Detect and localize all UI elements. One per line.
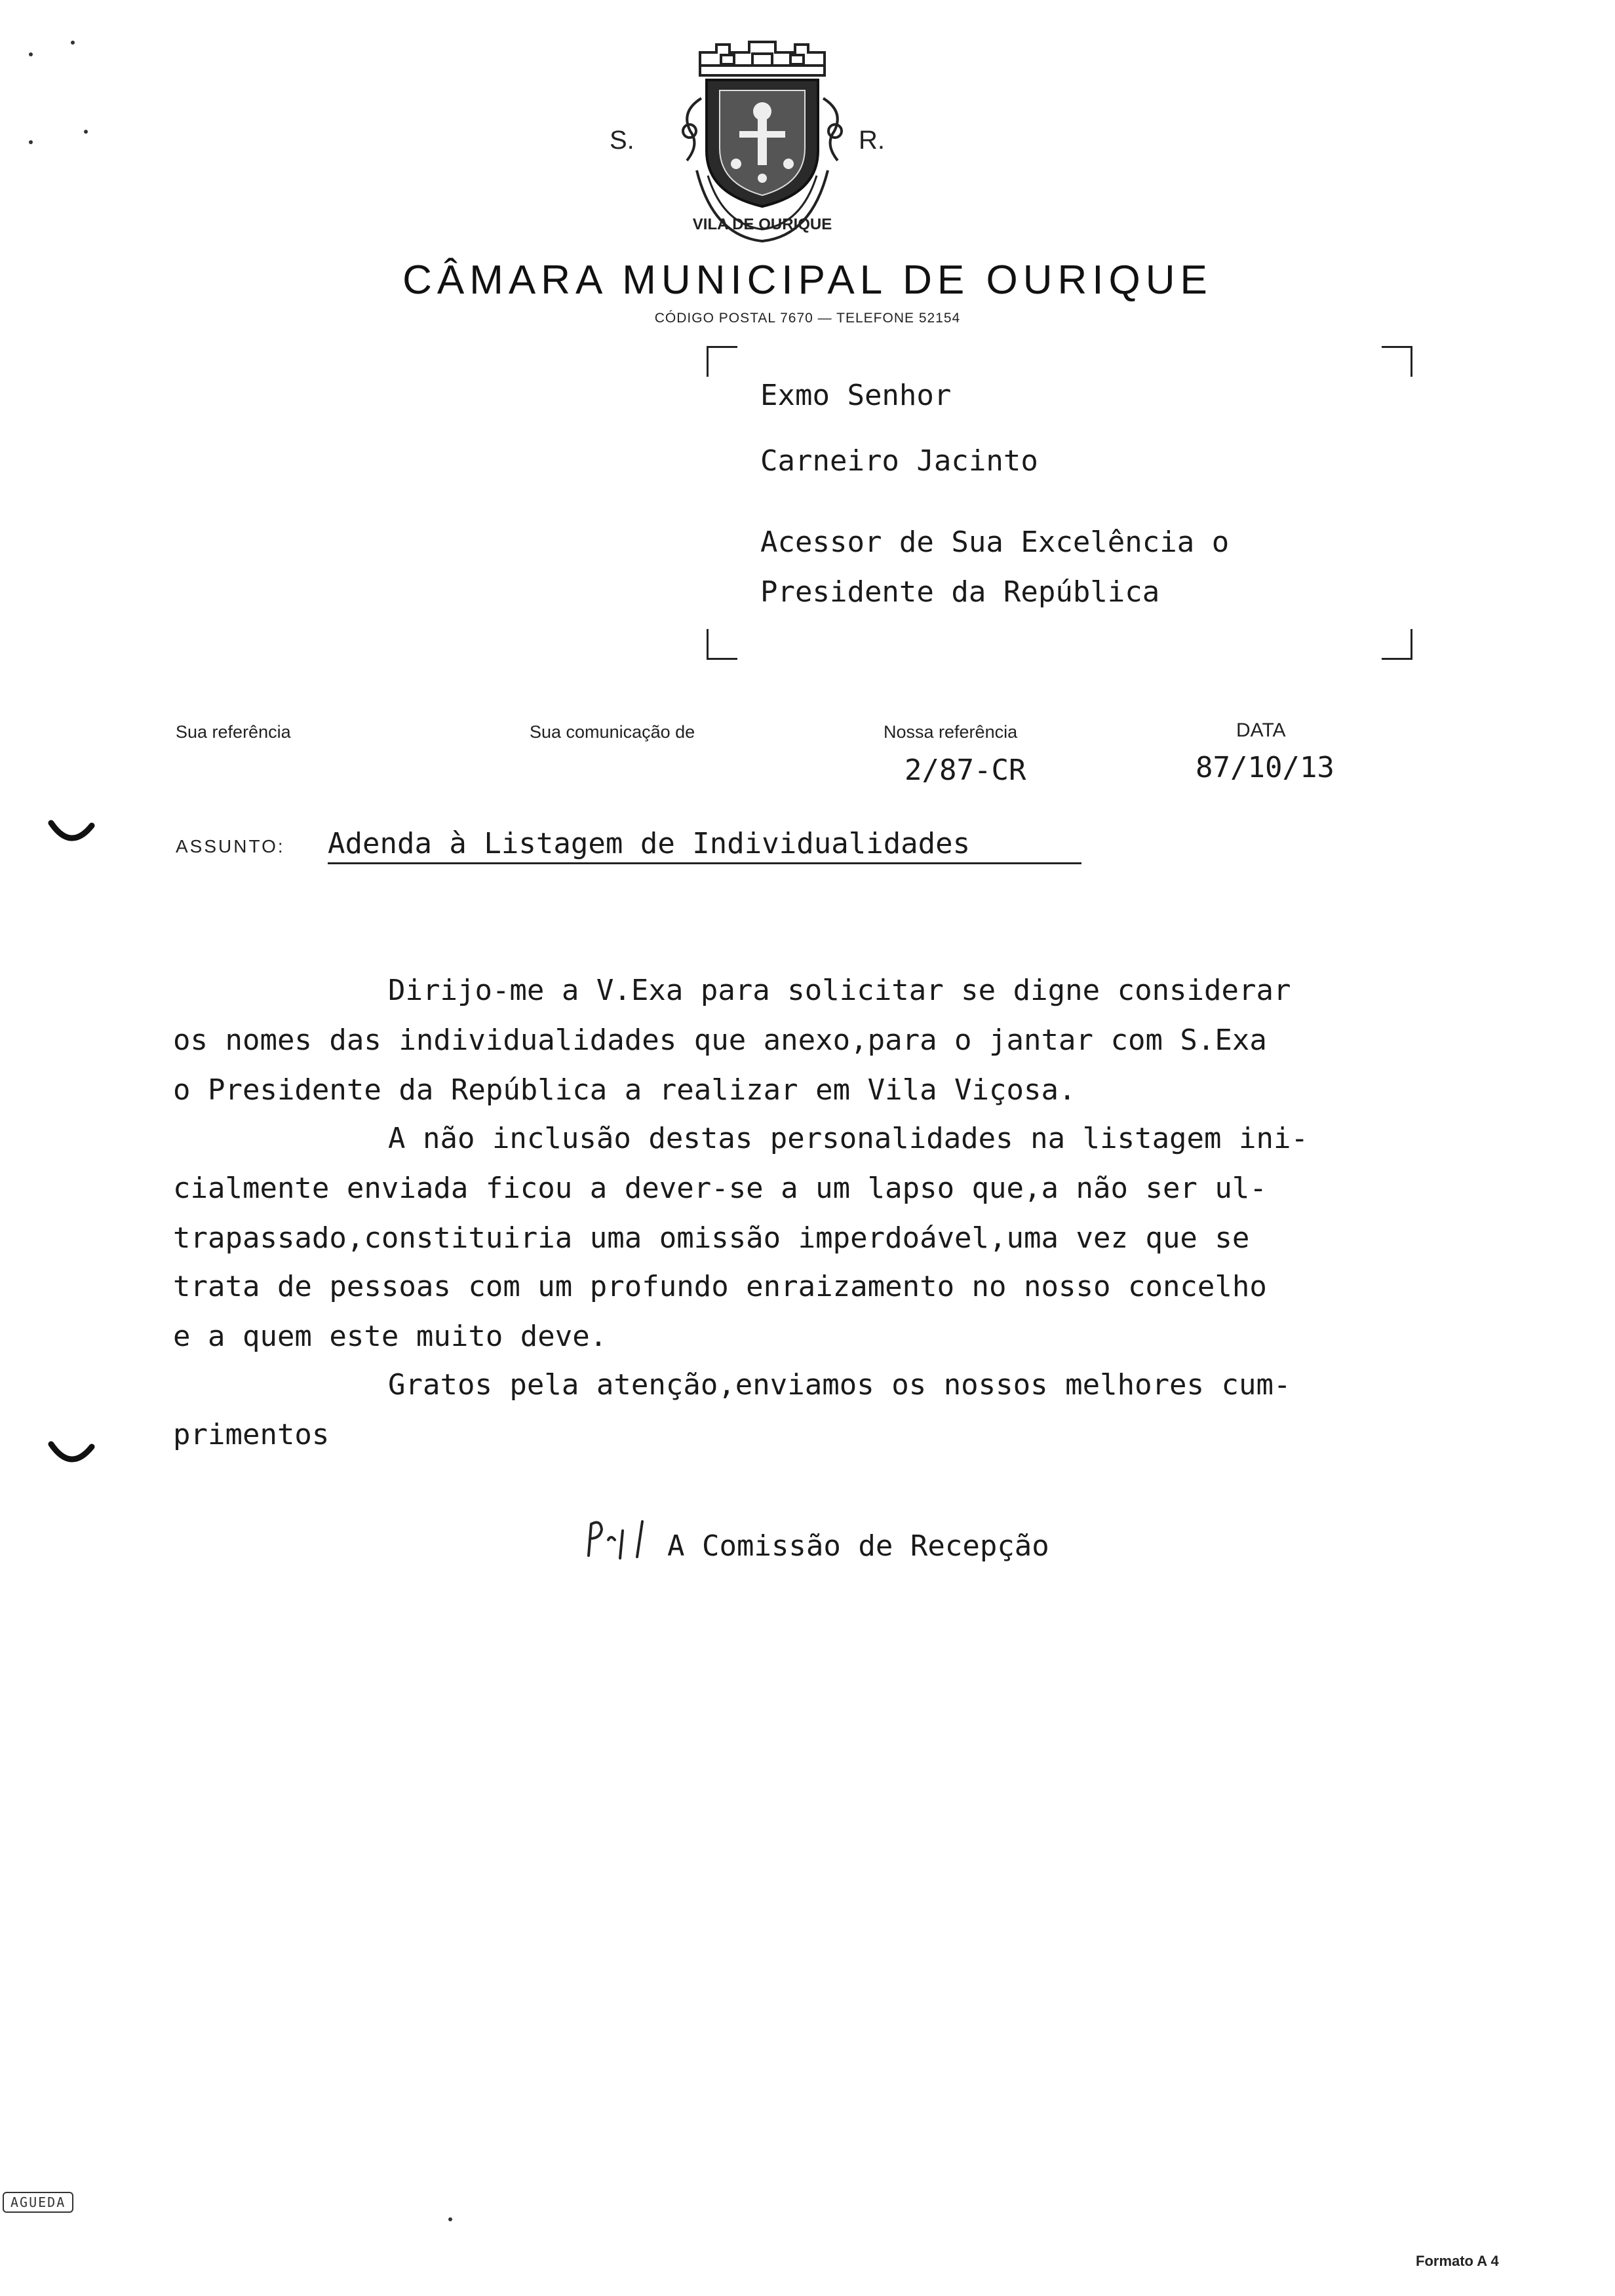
signoff-text: A Comissão de Recepção [667,1529,1049,1563]
scan-speck [71,41,75,45]
sua-referencia-label: Sua referência [176,722,291,742]
body-line: Dirijo-me a V.Exa para solicitar se digne considerar [388,974,1291,1007]
recipient-salutation: Exmo Senhor [760,379,952,412]
body-line: Gratos pela atenção,enviamos os nossos melhores cum- [388,1368,1291,1402]
recipient-title-line-1: Acessor de Sua Excelência o [760,526,1230,559]
address-corner-bottom-right [1382,629,1412,660]
handwritten-initials-icon [582,1515,659,1563]
address-corner-bottom-left [707,629,737,660]
archive-stamp: AGUEDA [3,2192,73,2213]
letterhead-right-letter: R. [859,126,885,155]
scan-speck [29,140,33,144]
subject-value: Adenda à Listagem de Individualidades [328,827,971,860]
crest-ribbon-text: VILA DE OURIQUE [692,216,832,233]
body-line: e a quem este muito deve. [173,1320,608,1353]
nossa-referencia-label: Nossa referência [884,722,1018,742]
binder-punch-mark-icon [47,1439,96,1468]
scan-speck [84,130,88,134]
scan-speck [448,2217,452,2221]
letterhead-left-letter: S. [610,126,634,155]
paper-format-label: Formato A 4 [1416,2253,1499,2269]
subject-underline [328,862,1081,864]
subject-label: ASSUNTO: [176,836,285,856]
date-value: 87/10/13 [1196,751,1334,784]
letterhead-title: CÂMARA MUNICIPAL DE OURIQUE [402,258,1213,303]
body-line: cialmente enviada ficou a dever-se a um lapso que,a não ser ul- [173,1172,1267,1205]
body-line: trapassado,constituiria uma omissão imperdoável,uma vez que se [173,1221,1250,1255]
municipal-coat-of-arms-icon [661,39,864,249]
body-line: trata de pessoas com um profundo enraizamento no nosso concelho [173,1270,1267,1303]
scan-speck [29,52,33,56]
recipient-title-line-2: Presidente da República [760,575,1160,609]
letterhead-contact: CÓDIGO POSTAL 7670 — TELEFONE 52154 [654,311,961,326]
recipient-name: Carneiro Jacinto [760,444,1038,478]
body-line: o Presidente da República a realizar em Vila Viçosa. [173,1073,1076,1107]
address-corner-top-right [1382,346,1412,377]
binder-punch-mark-icon [47,818,96,847]
body-line: os nomes das individualidades que anexo,para o jantar com S.Exa [173,1024,1267,1057]
nossa-referencia-value: 2/87-CR [905,754,1026,787]
body-line: A não inclusão destas personalidades na listagem ini- [388,1122,1308,1155]
sua-comunicacao-label: Sua comunicação de [530,722,695,742]
body-line: primentos [173,1418,330,1451]
address-corner-top-left [707,346,737,377]
data-label: DATA [1236,719,1286,741]
